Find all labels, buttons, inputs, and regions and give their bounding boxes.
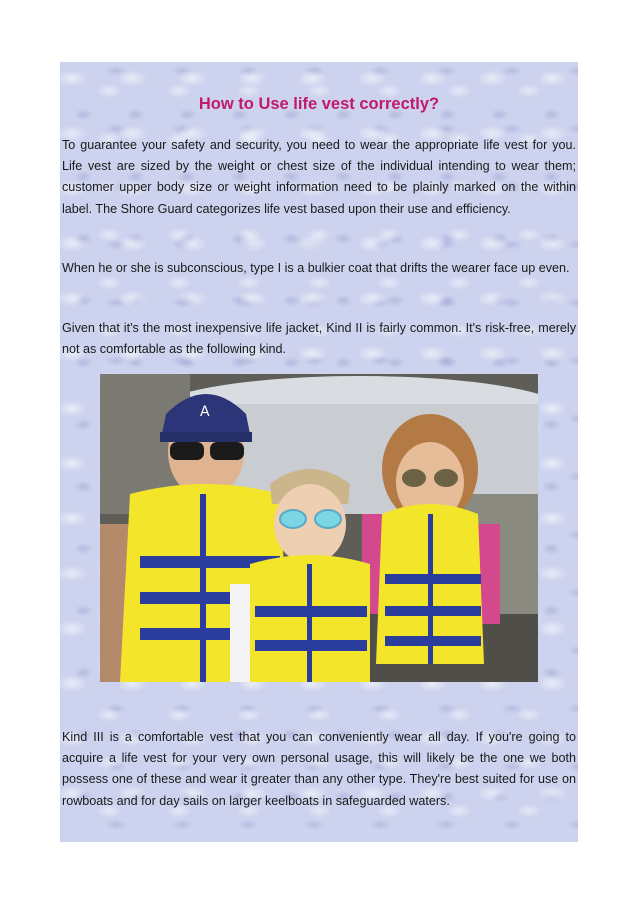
paragraph-kind-two: Given that it's the most inexpensive life jacket, Kind II is fairly common. It's risk-free, merely not as comfortable as the following kind. (62, 321, 576, 357)
paragraph-type-one: When he or she is subconscious, type I is a bulkier coat that drifts the wearer face up even. (62, 261, 570, 275)
paragraph-sizing: To guarantee your safety and security, you need to wear the appropriate life vest for you. Life vest are sized by the weight or chest size of the individual intending to wear them; customer upper body size or weight information need to be plainly marked on the within label. The Shore Guard categorizes life vest based upon their use and efficiency. (62, 138, 576, 216)
paragraph-kind-three: Kind III is a comfortable vest that you can conveniently wear all day. If you're going to acquire a life vest for your very own personal usage, this will likely be the one we both possess one of these and wear it greater than any other type. They're best suited for use on rowboats and for day sails on larger keelboats in safeguarded waters. (62, 730, 576, 808)
page-title: How to Use life vest correctly? (198, 95, 440, 113)
svg-text:A: A (200, 404, 210, 420)
children-life-vests-photo (100, 374, 538, 682)
document-page (60, 62, 578, 842)
